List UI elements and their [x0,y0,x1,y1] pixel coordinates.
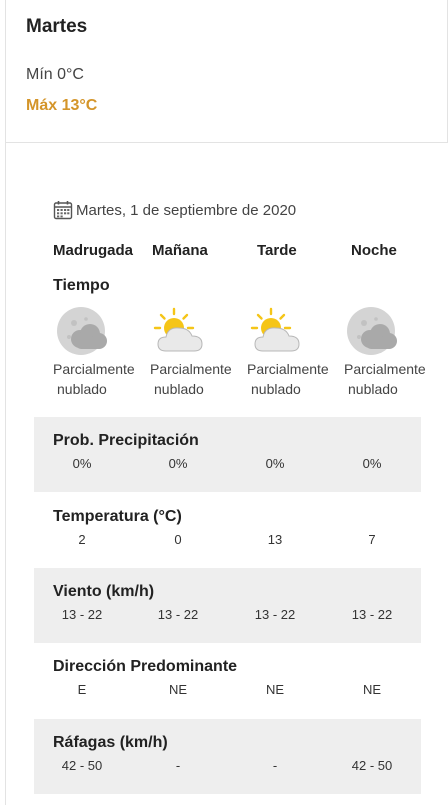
temperature-value: 2 [78,532,86,547]
precipitation-title: Prob. Precipitación [53,432,199,449]
temperature-value: 0 [174,532,182,547]
day-detail-card [5,143,448,805]
precipitation-value: 0% [265,456,285,471]
wind-value: 13 - 22 [351,607,393,622]
wind-value: 13 - 22 [254,607,296,622]
wind-row [34,568,421,643]
wind-direction-value: NE [168,682,188,697]
weather-description-madrugada [53,359,135,399]
wind-direction-value: NE [265,682,285,697]
gusts-row [34,719,421,794]
temperature-value: 13 [267,532,283,547]
period-header-noche: Noche [351,242,397,259]
weather-section-title: Tiempo [53,277,110,294]
gusts-title: Ráfagas (km/h) [53,734,168,751]
wind-value: 13 - 22 [61,607,103,622]
period-header-manana: Mañana [152,242,208,259]
wind-direction-value: NE [362,682,382,697]
weather-description-line: Parcialmente [150,361,232,377]
period-header-tarde: Tarde [257,242,297,259]
max-temperature: Máx 13°C [26,97,98,114]
gusts-value: - [175,758,181,773]
temperature-value: 7 [368,532,376,547]
temperature-row [34,493,421,568]
sun-cloud-icon [152,307,208,357]
gusts-value: 42 - 50 [61,758,103,773]
gusts-value: - [272,758,278,773]
precipitation-value: 0% [362,456,382,471]
precipitation-row [34,417,421,492]
wind-direction-title: Dirección Predominante [53,658,238,675]
day-title: Martes [26,16,88,37]
date-row [53,199,296,221]
weather-description-line: nublado [251,381,301,397]
forecast-date: Martes, 1 de septiembre de 2020 [76,201,297,219]
gusts-value: 42 - 50 [351,758,393,773]
weather-description-line: Parcialmente [344,361,426,377]
cloud-moon-icon [54,307,110,357]
calendar-icon [53,200,73,220]
cloud-moon-icon [344,307,400,357]
weather-description-line: Parcialmente [247,361,329,377]
temperature-title: Temperatura (°C) [53,508,182,525]
precipitation-value: 0% [168,456,188,471]
weather-description-line: nublado [57,381,107,397]
wind-title: Viento (km/h) [53,583,155,600]
weather-description-line: Parcialmente [53,361,135,377]
weather-description-line: nublado [348,381,398,397]
sun-cloud-icon [249,307,305,357]
weather-description-line: nublado [154,381,204,397]
day-summary-card [5,0,448,143]
weather-description-manana [150,359,232,399]
weather-description-noche [344,359,426,399]
wind-direction-value: E [77,682,87,697]
period-header-madrugada: Madrugada [53,242,134,259]
wind-value: 13 - 22 [157,607,199,622]
wind-direction-row [34,643,421,718]
min-temperature: Mín 0°C [26,66,84,83]
weather-description-tarde [247,359,329,399]
precipitation-value: 0% [72,456,92,471]
